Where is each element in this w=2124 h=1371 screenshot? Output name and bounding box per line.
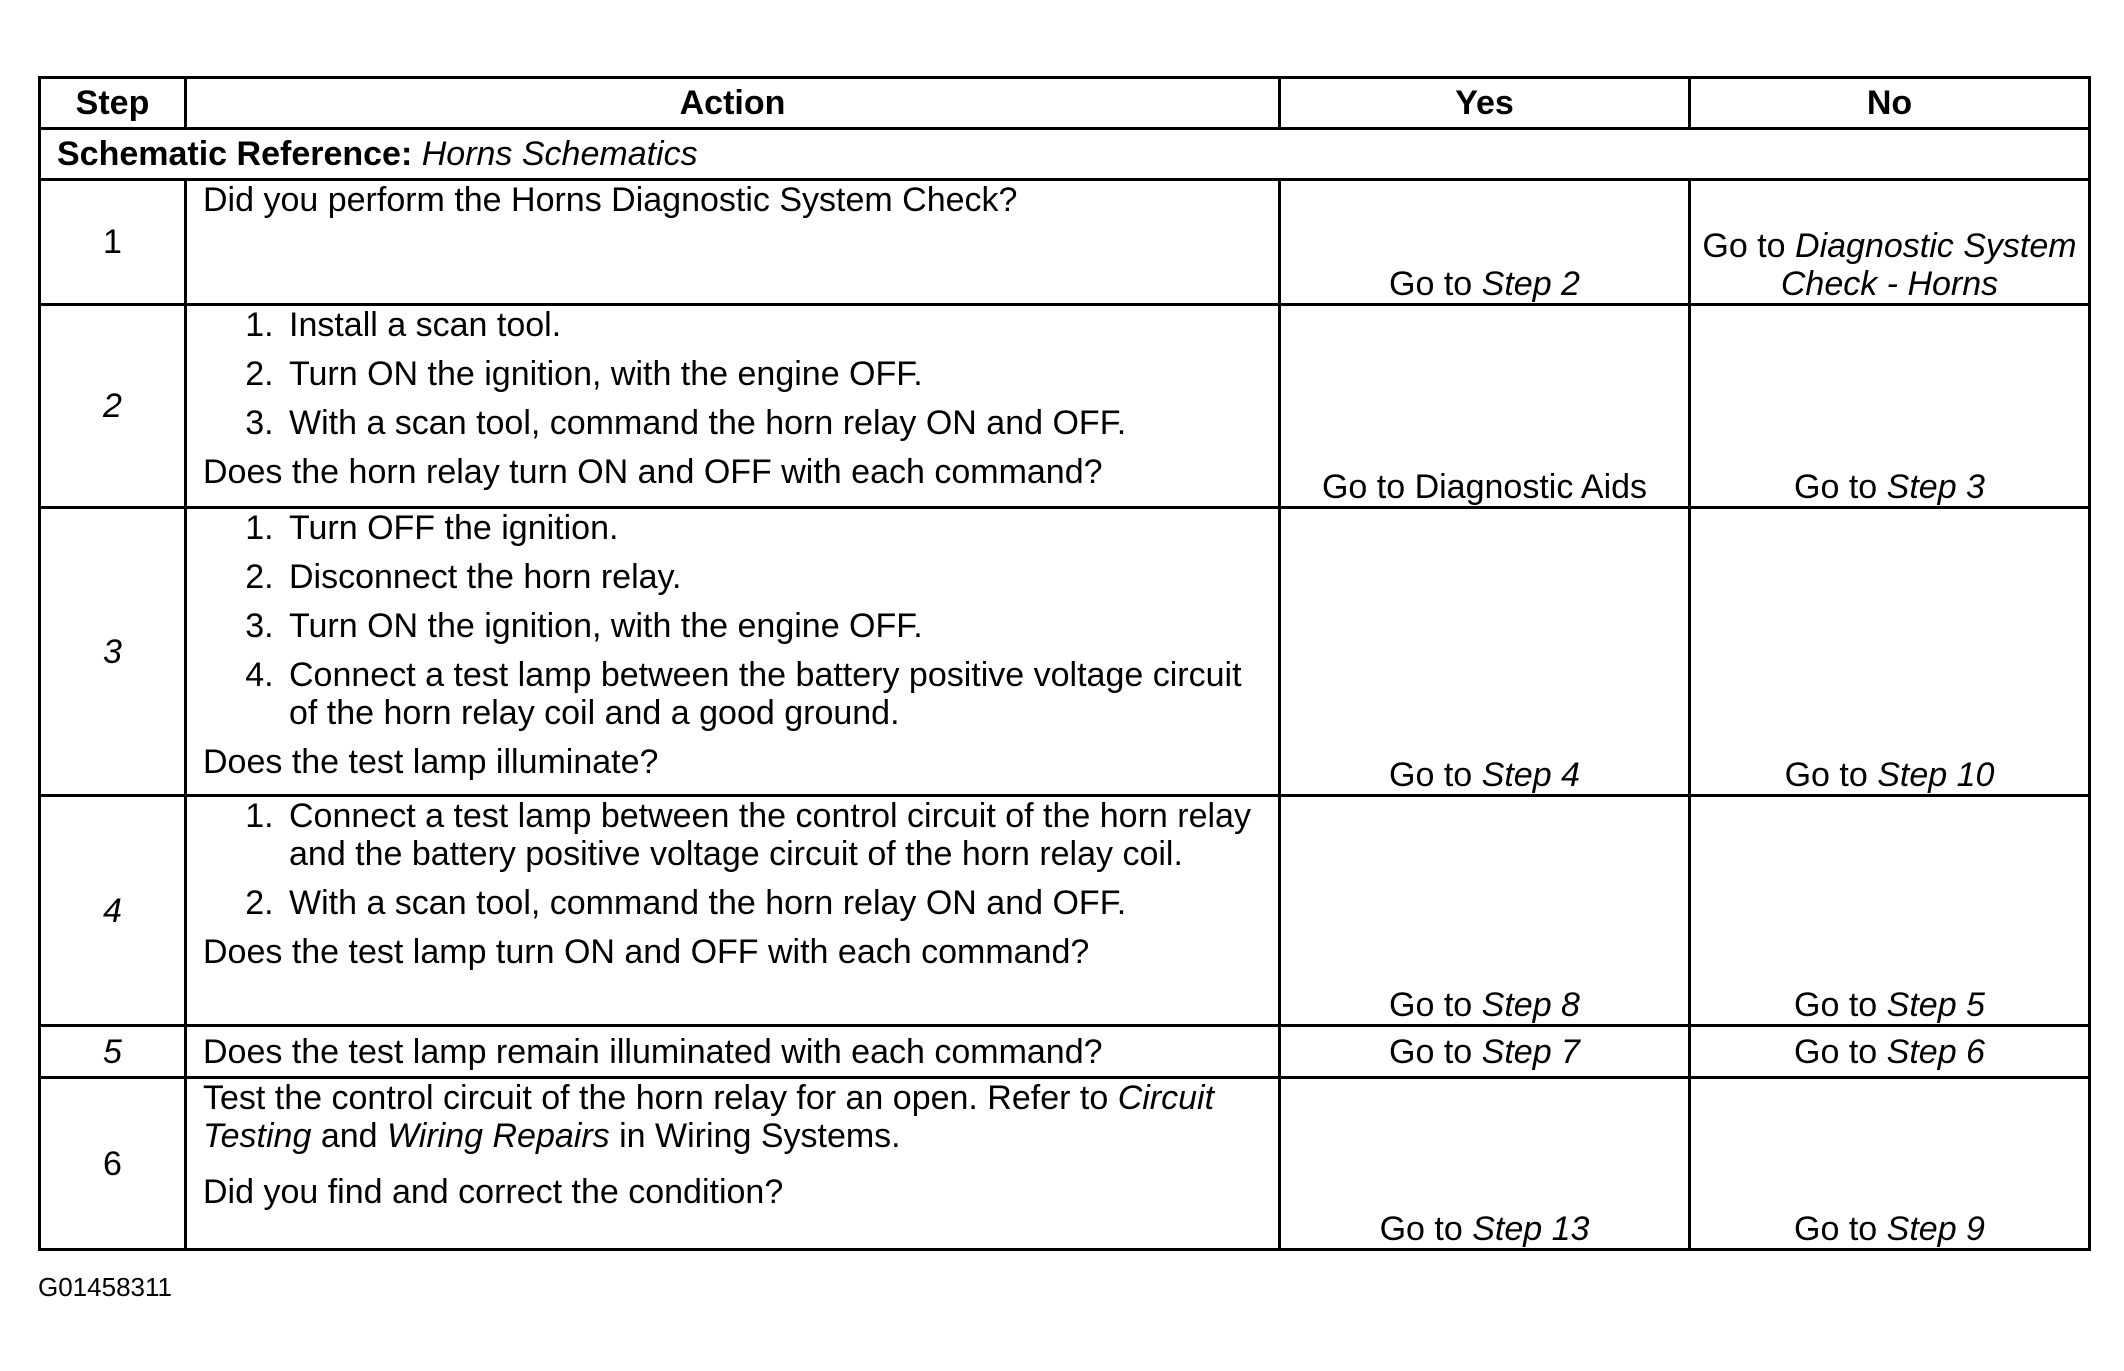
action-cell [186,508,1280,796]
description-text-end: in Wiring Systems. [619,1117,901,1155]
header-row [40,78,2090,129]
yes-step-link[interactable]: Step 2 [1481,265,1580,303]
step-question: Does the test lamp turn ON and OFF with each command? [203,933,1090,971]
step-question: Did you find and correct the condition? [203,1173,784,1211]
no-cell [1690,508,2090,796]
yes-prefix: Go to [1389,756,1473,794]
step-number: 1 [40,180,186,305]
yes-prefix: Go to [1389,1032,1473,1071]
step-number: 5 [40,1026,186,1078]
step-number: 4 [40,796,186,1026]
instruction-item: 2. Turn ON the ignition, with the engine OFF. [283,355,1262,393]
step-question: Did you perform the Horns Diagnostic System Check? [203,181,1018,219]
description-text: Test the control circuit of the horn relay for an open. Refer to [203,1079,1109,1117]
yes-cell [1280,1078,1690,1250]
instruction-item: 1. Install a scan tool. [283,306,1262,344]
no-cell [1690,1078,2090,1250]
no-cell [1690,796,2090,1026]
step-number: 2 [40,305,186,508]
header-no: No [1690,78,2090,129]
step-question: Does the horn relay turn ON and OFF with each command? [203,453,1103,491]
no-step-link[interactable]: Step 3 [1886,468,1985,506]
yes-cell [1280,796,1690,1026]
table-row-step-3 [40,508,2090,796]
schematic-reference-value: Horns Schematics [421,135,698,173]
yes-prefix: Go to [1389,986,1473,1024]
no-link-diagnostic-system-check[interactable]: Diagnostic System Check - Horns [1780,227,2077,303]
instruction-item: 2. Disconnect the horn relay. [283,558,1262,596]
schematic-reference-row [40,129,2090,180]
wiring-repairs-link[interactable]: Wiring Repairs [387,1117,610,1155]
header-action: Action [186,78,1280,129]
header-yes: Yes [1280,78,1690,129]
yes-step-link[interactable]: Step 13 [1472,1210,1590,1248]
no-prefix: Go to [1794,1210,1878,1248]
schematic-reference [40,129,2090,180]
no-prefix: Go to [1784,756,1868,794]
table-row-step-5 [40,1026,2090,1078]
no-step-link[interactable]: Step 9 [1886,1210,1985,1248]
step-number: 3 [40,508,186,796]
step-description [203,1079,1262,1155]
yes-step-link[interactable]: Step 7 [1481,1032,1580,1071]
instruction-item: 1. Connect a test lamp between the control circuit of the horn relay and the battery positive voltage circuit of the horn relay coil. [283,797,1262,873]
instruction-item: 3. Turn ON the ignition, with the engine OFF. [283,607,1262,645]
no-cell [1690,305,2090,508]
no-prefix: Go to [1794,1032,1878,1071]
header-step: Step [40,78,186,129]
instruction-item: 3. With a scan tool, command the horn relay ON and OFF. [283,404,1262,442]
yes-cell [1280,305,1690,508]
no-prefix: Go to [1702,227,1786,265]
yes-cell [1280,508,1690,796]
yes-prefix: Go to [1379,1210,1463,1248]
action-cell [186,1078,1280,1250]
yes-step-link[interactable]: Step 8 [1481,986,1580,1024]
diagnostic-table [38,76,2091,1251]
schematic-reference-label: Schematic Reference: [57,135,413,173]
no-prefix: Go to [1794,986,1878,1024]
yes-cell [1280,180,1690,305]
instruction-item: 1. Turn OFF the ignition. [283,509,1262,547]
action-cell [186,796,1280,1026]
step-instructions [203,509,1262,732]
action-cell [186,305,1280,508]
step-question: Does the test lamp remain illuminated with each command? [203,1032,1103,1071]
instruction-item: 2. With a scan tool, command the horn relay ON and OFF. [283,884,1262,922]
table-row-step-2 [40,305,2090,508]
yes-cell [1280,1026,1690,1078]
step-instructions [203,306,1262,442]
yes-prefix: Go to [1389,265,1473,303]
instruction-item: 4. Connect a test lamp between the battery positive voltage circuit of the horn relay coil and a good ground. [283,656,1262,732]
no-cell [1690,180,2090,305]
figure-id: G01458311 [38,1272,172,1302]
circuit-testing-link[interactable]: Circuit Testing [203,1079,1215,1155]
description-conjunction: and [320,1117,378,1155]
yes-link-diagnostic-aids[interactable]: Go to Diagnostic Aids [1321,468,1648,506]
step-question: Does the test lamp illuminate? [203,743,659,781]
table-row-step-1 [40,180,2090,305]
table-row-step-6 [40,1078,2090,1250]
action-cell [186,180,1280,305]
no-step-link[interactable]: Step 10 [1877,756,1995,794]
step-instructions [203,797,1262,922]
no-prefix: Go to [1794,468,1878,506]
no-step-link[interactable]: Step 5 [1886,986,1985,1024]
action-cell [186,1026,1280,1078]
no-step-link[interactable]: Step 6 [1886,1032,1985,1071]
step-number: 6 [40,1078,186,1250]
table-row-step-4 [40,796,2090,1026]
yes-step-link[interactable]: Step 4 [1481,756,1580,794]
no-cell [1690,1026,2090,1078]
